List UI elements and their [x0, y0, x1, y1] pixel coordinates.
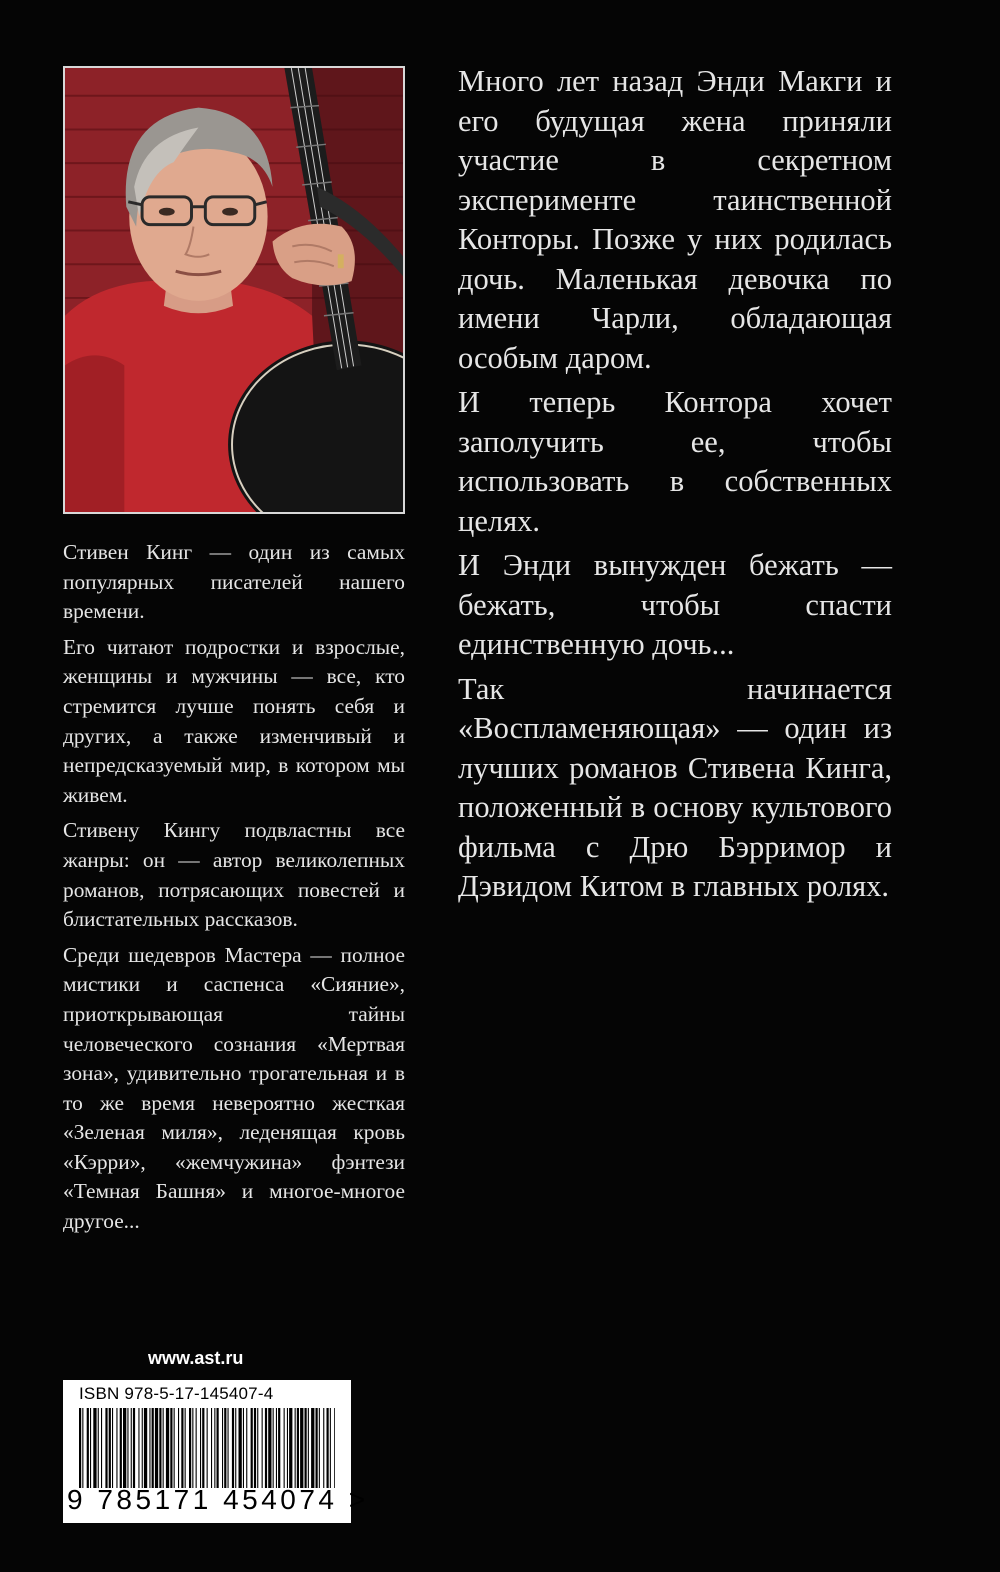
barcode-bar	[207, 1408, 208, 1488]
barcode-bar	[278, 1408, 280, 1488]
barcode-bar	[268, 1408, 271, 1488]
barcode-bar	[152, 1408, 154, 1488]
barcode-bar	[235, 1408, 236, 1488]
author-bio	[63, 538, 405, 1243]
barcode-bar	[170, 1408, 172, 1488]
synopsis-paragraph: И теперь Контора хочет заполучить ее, чтобы использовать в собственных целях.	[458, 385, 892, 538]
barcode-bar	[311, 1408, 314, 1488]
barcode-bar	[200, 1408, 201, 1488]
synopsis-paragraph: Так начинается «Воспламеняющая» — один из лучших романов Стивена Кинга, положенный в основу культового фильма с Дрю Бэрримор и Дэвидом Китом в главных ролях.	[458, 671, 892, 903]
barcode-bar	[276, 1408, 277, 1488]
barcode-bar	[138, 1408, 139, 1488]
barcode-bar	[305, 1408, 307, 1488]
barcode-bar	[316, 1408, 318, 1488]
barcode-bar	[79, 1408, 81, 1488]
barcode-bar	[142, 1408, 143, 1488]
barcode-bar	[289, 1408, 292, 1488]
barcode-bar	[265, 1408, 267, 1488]
barcode-bar	[82, 1408, 83, 1488]
barcode-bar	[334, 1408, 335, 1488]
bio-paragraph: Его читают подростки и взрослые, женщины и мужчины — все, кто стремится лучше понять себя и других, а также изменчивый и непредсказуемый мир, в котором мы живем.	[63, 634, 405, 807]
bio-paragraph: Стивену Кингу подвластны все жанры: он — автор великолепных романов, потрясающих повестей и блистательных рассказов.	[63, 818, 405, 932]
barcode-bar	[323, 1408, 324, 1488]
bio-paragraph: Стивен Кинг — один из самых популярных писателей нашего времени.	[63, 540, 405, 624]
barcode-bar	[133, 1408, 135, 1488]
barcode-bar	[120, 1408, 122, 1488]
barcode-bar	[243, 1408, 244, 1488]
barcode-bar	[166, 1408, 169, 1488]
barcode-bar	[123, 1408, 126, 1488]
barcode-bar	[327, 1408, 329, 1488]
barcode-bar	[262, 1408, 263, 1488]
barcode-bar	[159, 1408, 161, 1488]
barcode-bar	[308, 1408, 309, 1488]
barcode-bar	[211, 1408, 212, 1488]
barcode-bar	[149, 1408, 150, 1488]
barcode-bar	[251, 1408, 253, 1488]
barcode-bar	[330, 1408, 331, 1488]
barcode-icon	[79, 1408, 335, 1488]
author-portrait-with-guitar-photo	[65, 68, 403, 512]
barcode-bar	[131, 1408, 132, 1488]
barcode-bar	[300, 1408, 303, 1488]
isbn-label: ISBN 978-5-17-145407-4	[79, 1384, 274, 1403]
barcode-bar	[109, 1408, 111, 1488]
barcode-bar	[192, 1408, 193, 1488]
book-synopsis	[458, 62, 892, 912]
barcode-bar	[246, 1408, 247, 1488]
barcode-bar	[105, 1408, 107, 1488]
barcode-bar	[101, 1408, 102, 1488]
barcode-bar	[217, 1408, 219, 1488]
barcode-bar	[178, 1408, 179, 1488]
barcode-bar	[127, 1408, 128, 1488]
barcode-bar	[284, 1408, 285, 1488]
barcode-bar	[297, 1408, 299, 1488]
barcode-bar	[254, 1408, 256, 1488]
barcode-bar	[202, 1408, 204, 1488]
author-photo	[63, 66, 405, 514]
barcode-bar	[93, 1408, 96, 1488]
barcode-bar	[98, 1408, 99, 1488]
synopsis-paragraph: И Энди вынужден бежать — бежать, чтобы спасти единственную дочь...	[458, 548, 892, 661]
barcode-bar	[214, 1408, 215, 1488]
barcode-bar	[295, 1408, 296, 1488]
barcode-bar	[319, 1408, 320, 1488]
barcode-bar	[112, 1408, 113, 1488]
barcode-bar	[144, 1408, 147, 1488]
barcode-bar	[116, 1408, 117, 1488]
bio-paragraph: Среди шедевров Мастера — полное мистики и саспенса «Сияние», приоткрывающая тайны человеческого сознания «Мертвая зона», удивительно трогательная и в то же время невероятно жесткая «Зеленая миля», леденящая кровь «Кэрри», «жемчужина» фэнтези «Темная Башня» и многое-многое другое...	[63, 942, 405, 1234]
barcode-bar	[90, 1408, 91, 1488]
barcode-bar	[222, 1408, 223, 1488]
barcode-bar	[273, 1408, 274, 1488]
barcode-bar	[228, 1408, 229, 1488]
synopsis-paragraph: Много лет назад Энди Макги и его будущая жена приняли участие в секретном эксперименте таинственной Конторы. Позже у них родилась дочь. Маленькая девочка по имени Чарли, обладающая особым даром.	[458, 64, 892, 375]
publisher-website: www.ast.ru	[148, 1348, 244, 1368]
barcode-bar	[181, 1408, 183, 1488]
barcode-digits: 9 785171 454074 >	[67, 1484, 369, 1515]
barcode-bar	[287, 1408, 288, 1488]
barcode-bar	[189, 1408, 191, 1488]
barcode-bar	[196, 1408, 197, 1488]
barcode-bar	[185, 1408, 186, 1488]
barcode-bar	[239, 1408, 242, 1488]
barcode-bar	[257, 1408, 258, 1488]
barcode-bar	[174, 1408, 175, 1488]
barcode-bar	[87, 1408, 89, 1488]
barcode-bar	[232, 1408, 234, 1488]
barcode-bar	[224, 1408, 226, 1488]
isbn-barcode	[63, 1380, 369, 1523]
barcode-bar	[155, 1408, 158, 1488]
barcode-bar	[163, 1408, 164, 1488]
